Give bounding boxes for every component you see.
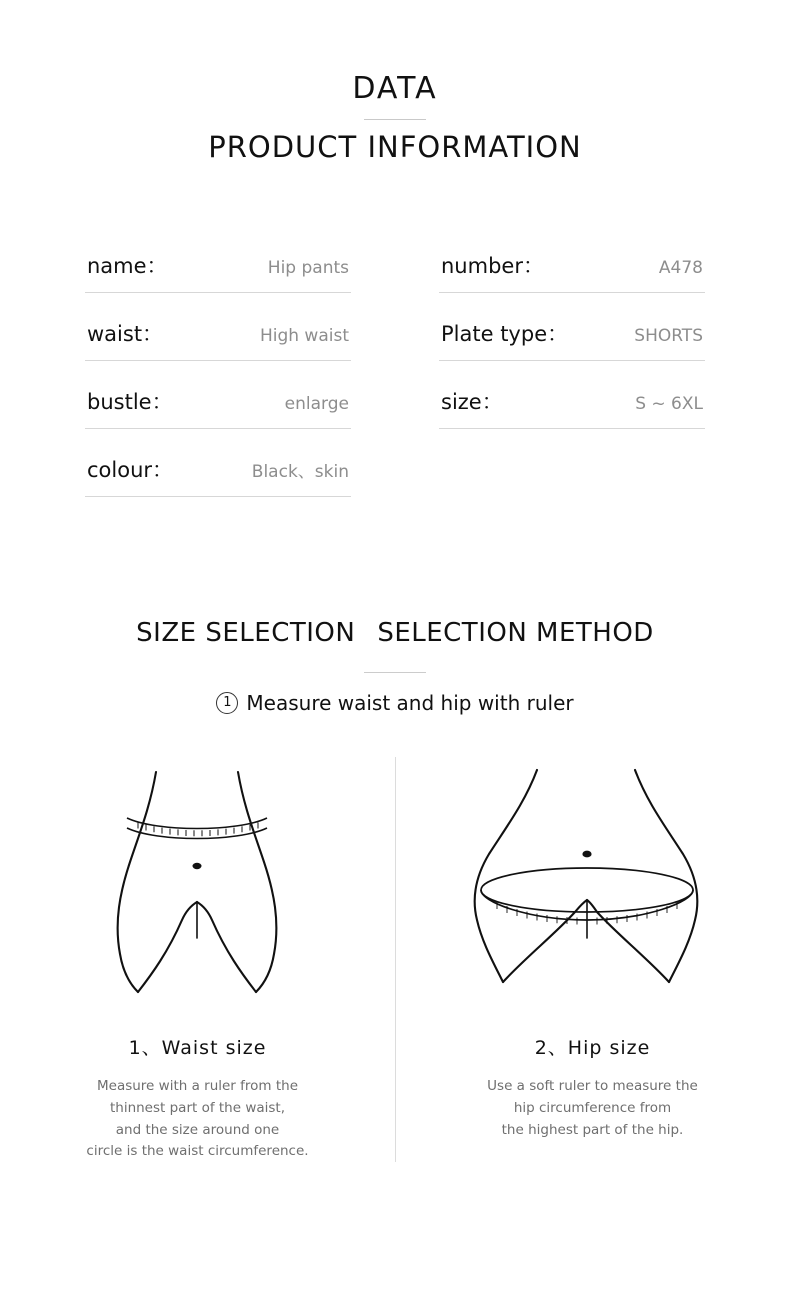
spec-label: colour： (87, 457, 174, 482)
spec-value: High waist (259, 325, 349, 346)
spec-row (85, 318, 351, 361)
page-subtitle: PRODUCT INFORMATION (208, 130, 582, 164)
panel-title: 1、Waist size (128, 1036, 267, 1059)
spec-value: Black、skin (251, 461, 349, 482)
size-selection-divider (364, 672, 426, 673)
step-number-badge: 1 (216, 692, 238, 714)
size-selection-heading-right: SELECTION METHOD (377, 617, 654, 648)
panel-description (395, 1076, 790, 1142)
panel-desc-line: circle is the waist circumference. (86, 1143, 309, 1160)
measurement-panels (0, 757, 790, 1163)
spec-row (439, 250, 705, 293)
spec-label: size： (441, 389, 503, 414)
spec-label: waist： (87, 321, 164, 346)
hip-figure-icon (463, 762, 723, 1022)
spec-value: Hip pants (267, 257, 349, 278)
panel-desc-line: and the size around one (115, 1121, 280, 1138)
spec-value: enlarge (284, 393, 349, 414)
panel-desc-line: Use a soft ruler to measure the (487, 1077, 698, 1094)
panel-desc-line: hip circumference from (513, 1099, 672, 1116)
hip-measure-illustration (395, 757, 790, 1027)
spec-label: name： (87, 253, 168, 278)
waist-measure-illustration (0, 757, 395, 1027)
page-header (0, 0, 790, 164)
panel-desc-line: the highest part of the hip. (501, 1121, 684, 1138)
spec-value: SHORTS (634, 325, 703, 346)
spec-row (85, 250, 351, 293)
page-title: DATA (352, 71, 438, 106)
title-divider (364, 119, 426, 120)
product-spec-table (0, 250, 790, 522)
panel-description (0, 1076, 395, 1163)
spec-row (439, 318, 705, 361)
spec-label: Plate type： (441, 321, 569, 346)
spec-label: bustle： (87, 389, 173, 414)
panel-waist (0, 757, 395, 1163)
panel-desc-line: thinnest part of the waist, (109, 1099, 286, 1116)
size-selection-heading (0, 618, 790, 648)
measure-step (216, 691, 573, 715)
spec-value: S ~ 6XL (635, 393, 703, 414)
panel-divider (395, 757, 396, 1162)
panel-hip (395, 757, 790, 1163)
panel-title: 2、Hip size (534, 1036, 651, 1059)
spec-column-left (85, 250, 351, 522)
size-selection-section (0, 618, 790, 715)
spec-row (85, 454, 351, 497)
step-text: Measure waist and hip with ruler (246, 690, 574, 715)
waist-figure-icon (78, 762, 318, 1022)
spec-value: A478 (658, 257, 703, 278)
panel-desc-line: Measure with a ruler from the (96, 1077, 299, 1094)
spec-label: number： (441, 253, 544, 278)
spec-row (439, 386, 705, 429)
spec-column-right (439, 250, 705, 522)
spec-row (85, 386, 351, 429)
size-selection-heading-left: SIZE SELECTION (136, 617, 356, 648)
